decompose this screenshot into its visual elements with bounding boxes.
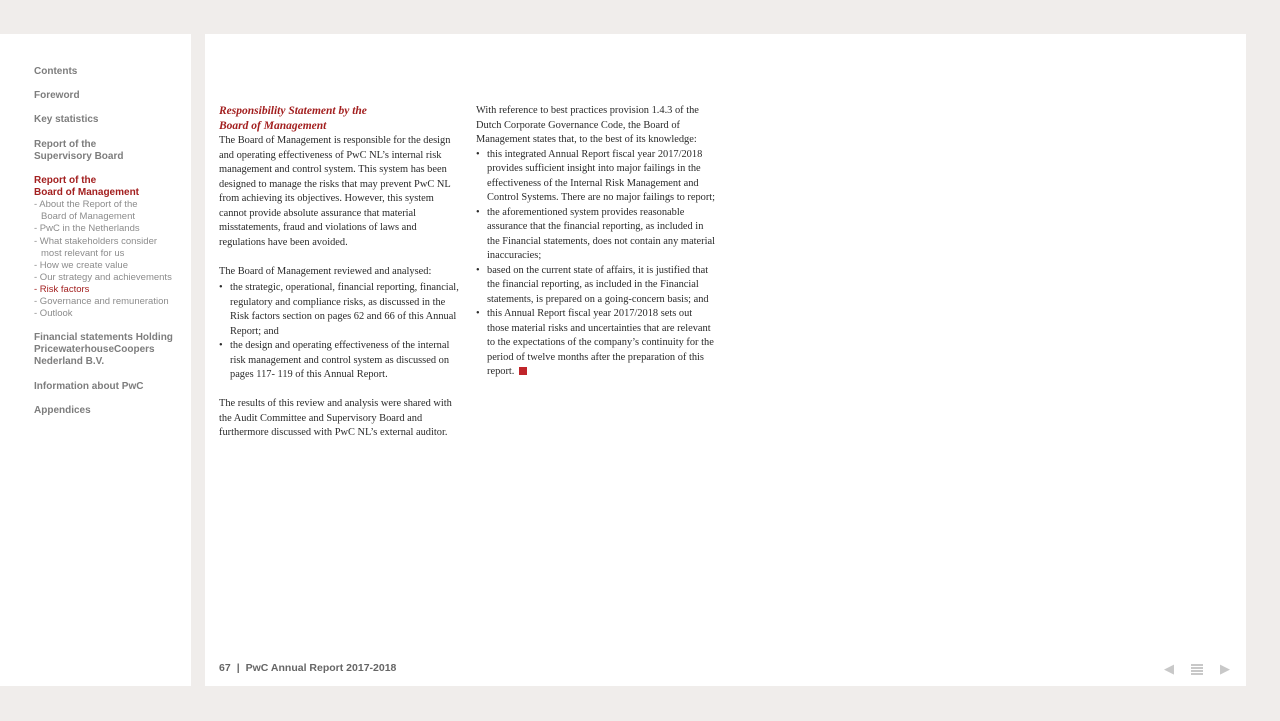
text-column-left bbox=[219, 104, 459, 455]
sidebar-subitem-about-report[interactable]: - About the Report of the Board of Management bbox=[34, 199, 138, 222]
end-of-section-mark bbox=[519, 367, 527, 375]
sidebar-subitem-pwc-netherlands[interactable]: - PwC in the Netherlands bbox=[34, 223, 140, 234]
sidebar-subitem-stakeholders[interactable]: - What stakeholders consider most relevant for us bbox=[34, 236, 158, 259]
list-item: • based on the current state of affairs, it is justified that the financial reporting, as included in the Financial statements, is prepared on a going-concern basis; and bbox=[476, 264, 716, 308]
section-heading: Responsibility Statement by the Board of Management bbox=[219, 105, 367, 132]
sidebar-subitem-strategy[interactable]: - Our strategy and achievements bbox=[34, 272, 172, 283]
sidebar-item-supervisory-board[interactable]: Report of the Supervisory Board bbox=[34, 139, 124, 162]
sidebar-item-foreword[interactable]: Foreword bbox=[34, 90, 80, 101]
sidebar-subitem-create-value[interactable]: - How we create value bbox=[34, 260, 128, 271]
sidebar-item-financial-statements[interactable]: Financial statements Holding PricewaterhouseCoopers Nederland B.V. bbox=[34, 332, 173, 367]
paragraph: The Board of Management is responsible for the design and operating effectiveness of PwC NL’s internal risk management and control system. This system has been designed to manage the risks that may prevent PwC NL from achieving its objectives. However, this system cannot provide absolute assurance that material misstatements, fraud and violations of laws and regulations have been avoided. bbox=[219, 135, 451, 248]
list-item: • the aforementioned system provides reasonable assurance that the financial reporting, as included in the Financial statements, does not contain any material inaccuracies; bbox=[476, 206, 716, 264]
sidebar-item-appendices[interactable]: Appendices bbox=[34, 405, 91, 416]
sidebar-item-contents[interactable]: Contents bbox=[34, 66, 78, 77]
triangle-left-icon[interactable]: ◀ bbox=[1164, 661, 1174, 676]
list-lines-icon[interactable] bbox=[1189, 661, 1205, 677]
sidebar-subitem-risk-factors[interactable]: - Risk factors bbox=[34, 284, 90, 295]
sidebar-item-information-about-pwc[interactable]: Information about PwC bbox=[34, 381, 144, 392]
bullet-list bbox=[476, 148, 716, 380]
report-page bbox=[205, 34, 1246, 686]
paragraph: With reference to best practices provision 1.4.3 of the Dutch Corporate Governance Code, the Board of Management states that, to the best of its knowledge: bbox=[476, 105, 699, 145]
list-item: • the strategic, operational, financial reporting, financial, regulatory and compliance risks, as discussed in the Risk factors section on pages 62 and 66 of this Annual Report; and bbox=[219, 281, 459, 339]
sidebar-subitem-outlook[interactable]: - Outlook bbox=[34, 308, 73, 319]
triangle-right-icon[interactable]: ▶ bbox=[1220, 661, 1230, 676]
sidebar-item-key-statistics[interactable]: Key statistics bbox=[34, 114, 99, 125]
sidebar bbox=[0, 34, 191, 686]
bullet-list bbox=[219, 281, 459, 383]
paragraph: The results of this review and analysis were shared with the Audit Committee and Supervisory Board and furthermore discussed with PwC NL’s external auditor. bbox=[219, 398, 452, 438]
list-item-text: this Annual Report fiscal year 2017/2018 sets out those material risks and uncertainties that are relevant to the expectations of the company’s continuity for the period of twelve months after the preparation of this report. bbox=[487, 308, 714, 377]
report-title: PwC Annual Report 2017-2018 bbox=[245, 662, 397, 674]
page-number: 67 bbox=[219, 662, 231, 674]
text-column-right bbox=[476, 104, 716, 394]
sidebar-subitem-governance[interactable]: - Governance and remuneration bbox=[34, 296, 169, 307]
list-item: • this integrated Annual Report fiscal year 2017/2018 provides sufficient insight into major failings in the effectiveness of the Internal Risk Management and Control Systems. There are no major failings to report; bbox=[476, 148, 716, 206]
page-footer bbox=[219, 662, 396, 674]
footer-separator: | bbox=[236, 662, 240, 674]
list-item: • the design and operating effectiveness of the internal risk management and control system as discussed on pages 117- 119 of this Annual Report. bbox=[219, 339, 459, 383]
list-item bbox=[476, 307, 716, 380]
paragraph: The Board of Management reviewed and analysed: bbox=[219, 265, 432, 277]
sidebar-item-board-of-management[interactable]: Report of the Board of Management bbox=[34, 175, 140, 198]
